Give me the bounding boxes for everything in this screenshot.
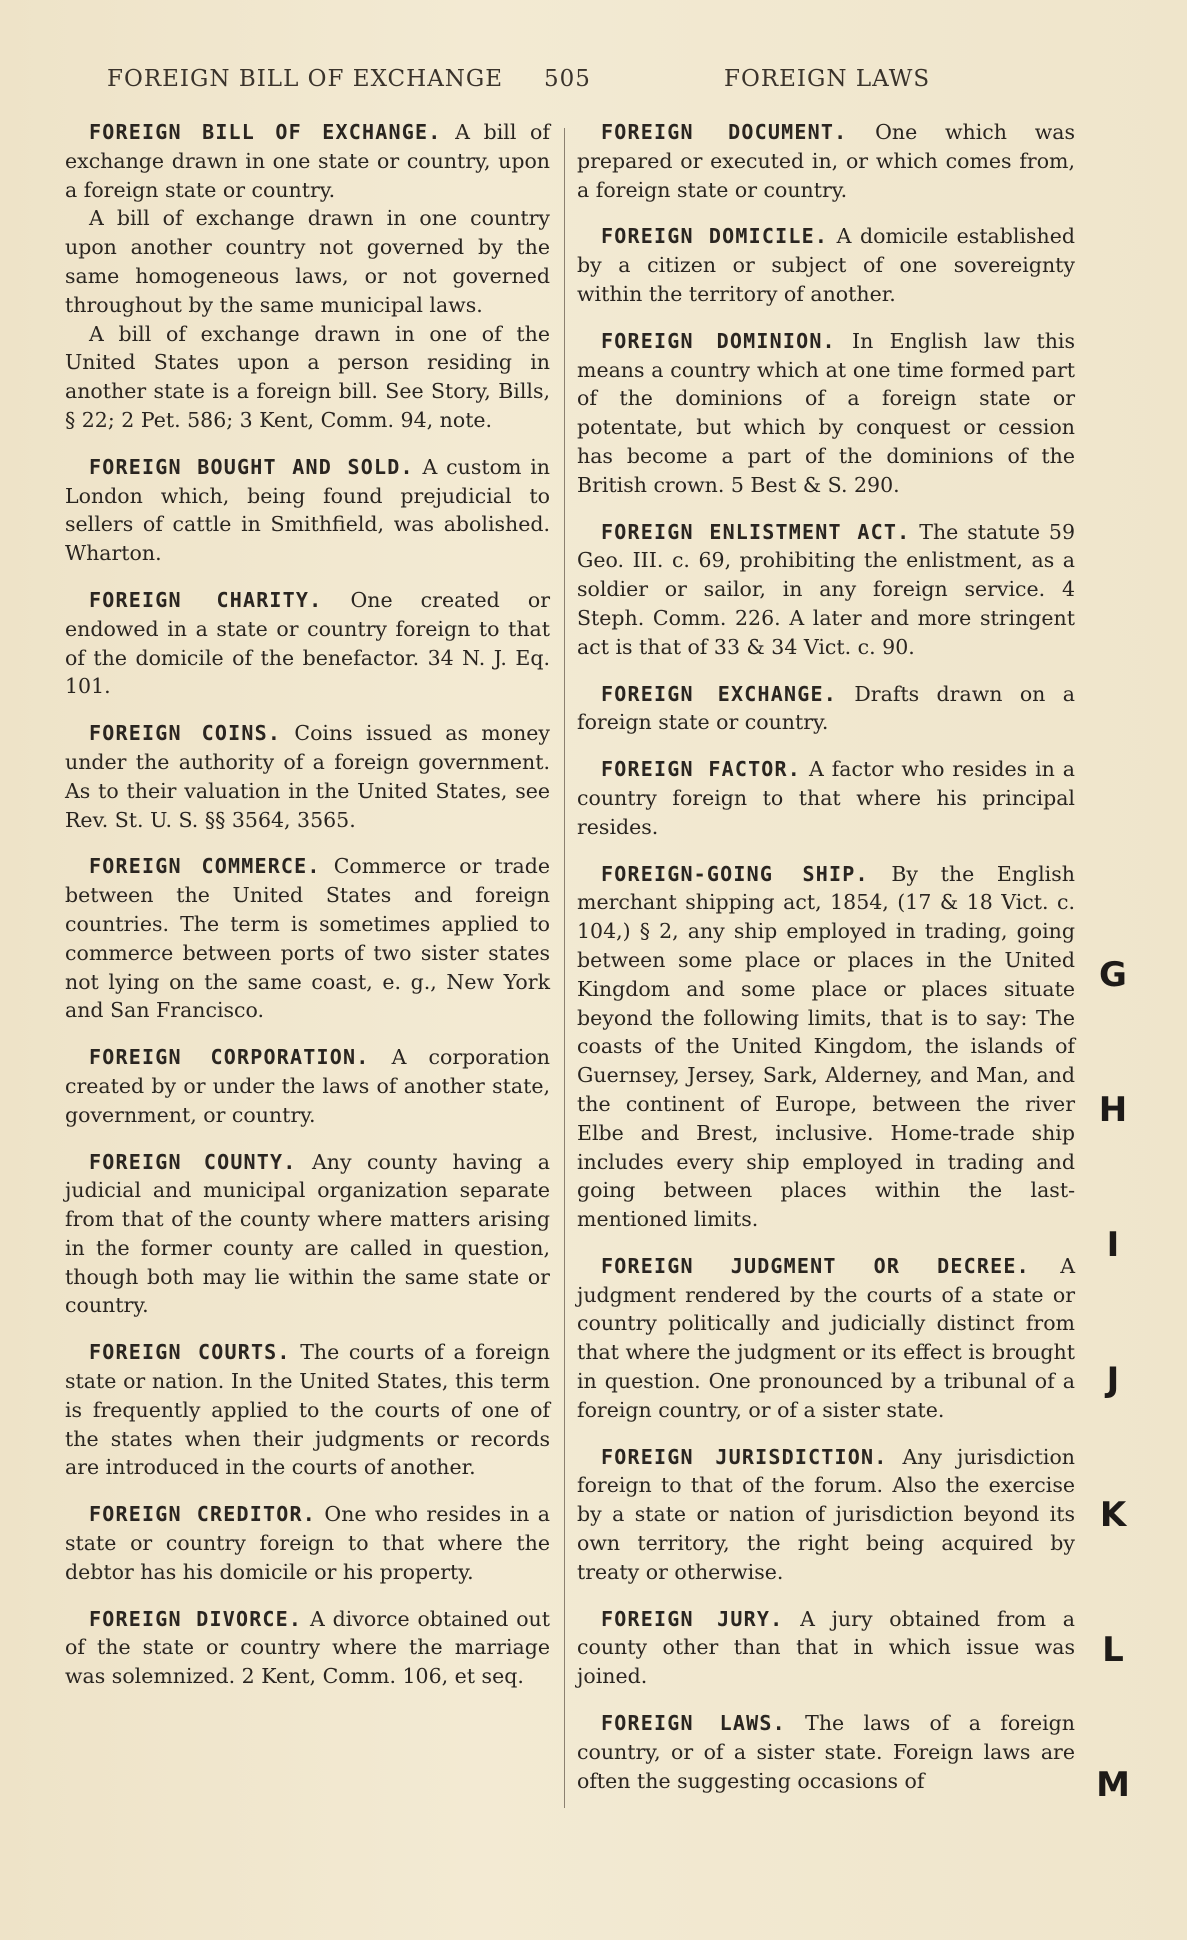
entry-paragraph <box>65 320 550 435</box>
entry-paragraph <box>577 1252 1075 1425</box>
thumb-index-letter: H <box>1098 1090 1128 1130</box>
entry-paragraph <box>577 860 1075 1234</box>
entry-paragraph <box>65 1338 550 1482</box>
entry-term: FOREIGN DIVORCE. <box>89 1606 303 1631</box>
entry-paragraph <box>577 680 1075 738</box>
entry-paragraph <box>65 586 550 701</box>
entry-text: A corporation created by or under the laws of another state, government, or country. <box>65 1045 550 1127</box>
dictionary-entry <box>65 1043 550 1129</box>
running-head-right: FOREIGN LAWS <box>724 66 931 92</box>
dictionary-entry <box>577 327 1075 500</box>
entry-paragraph <box>65 719 550 834</box>
entry-text: The statute 59 Geo. III. c. 69, prohibiting the enlistment, as a soldier or sailor, in any foreign service. 4 Steph. Comm. 226. A later and more stringent act is that of 33 & 34 Vict. c. 90. <box>577 519 1075 659</box>
entry-paragraph <box>577 518 1075 662</box>
thumb-index-letter: I <box>1106 1225 1120 1265</box>
entry-text: Coins issued as money under the authority of a foreign government. As to their valuation in the United States, see Rev. St. U. S. §§ 3564, 3565. <box>65 721 550 832</box>
dictionary-entry <box>577 1605 1075 1691</box>
thumb-index-letter: L <box>1102 1630 1124 1670</box>
entry-text: A bill of exchange drawn in one of the United States upon a person residing in another state is a foreign bill. See Story, Bills, § 22; 2 Pet. 586; 3 Kent, Comm. 94, note. <box>65 321 550 432</box>
entry-text: A judgment rendered by the courts of a state or country politically and judicially distinct from that where the judgment or its effect is brought in question. One pronounced by a tribunal of a foreign country, or of a sister state. <box>577 1253 1075 1422</box>
entry-term: FOREIGN LAWS. <box>601 1711 786 1736</box>
entry-term: FOREIGN-GOING SHIP. <box>601 861 869 886</box>
entry-text: A factor who resides in a country foreign to that where his principal resides. <box>577 757 1075 839</box>
entry-paragraph <box>577 1605 1075 1691</box>
dictionary-entry <box>65 453 550 568</box>
dictionary-entry <box>577 680 1075 738</box>
entry-text: A jury obtained from a county other than that in which issue was joined. <box>577 1606 1075 1689</box>
entry-text: A custom in London which, being found prejudicial to sellers of cattle in Smithfield, was abolished. Wharton. <box>65 454 550 566</box>
entry-term: FOREIGN JURY. <box>601 1606 784 1631</box>
dictionary-entry <box>577 860 1075 1234</box>
entry-term: FOREIGN BOUGHT AND SOLD. <box>89 454 414 479</box>
entry-paragraph <box>577 1443 1075 1587</box>
page-number: 505 <box>544 66 591 92</box>
dictionary-entry <box>65 1338 550 1482</box>
entry-text: Any jurisdiction foreign to that of the forum. Also the exercise by a state or nation of jurisdiction beyond its own territory, the right being acquired by treaty or otherwise. <box>577 1444 1075 1584</box>
entry-term: FOREIGN COINS. <box>89 721 282 746</box>
entry-term: FOREIGN EXCHANGE. <box>601 681 837 706</box>
entry-term: FOREIGN COUNTY. <box>89 1149 297 1174</box>
entry-term: FOREIGN DOMINION. <box>601 328 836 353</box>
entry-paragraph <box>577 118 1075 204</box>
entry-term: FOREIGN CHARITY. <box>89 587 323 612</box>
entry-text: Drafts drawn on a foreign state or country. <box>577 681 1075 735</box>
thumb-index-letter: M <box>1096 1765 1130 1805</box>
entry-term: FOREIGN CREDITOR. <box>89 1502 316 1527</box>
entry-paragraph <box>577 755 1075 841</box>
entry-text: The laws of a foreign country, or of a sister state. Foreign laws are often the suggesting occasions of <box>577 1711 1075 1793</box>
entry-term: FOREIGN JUDGMENT OR DECREE. <box>601 1253 1030 1278</box>
entry-term: FOREIGN COURTS. <box>89 1340 291 1365</box>
entry-text: By the English merchant shipping act, 1854, (17 & 18 Vict. c. 104,) § 2, any ship employed in trading, going between some place or places in the United Kingdom and some place or places situate beyond the following limits, that is to say: The coasts of the United Kingdom, the islands of Guernsey, Jersey, Sark, Alderney, and Man, and the continent of Europe, between the river Elbe and Brest, inclusive. Home-trade ship includes every ship employed in trading and going between places within the last-mentioned limits. <box>577 861 1075 1232</box>
thumb-index-letter: G <box>1099 955 1127 995</box>
entry-paragraph <box>65 204 550 319</box>
thumb-index-letter: J <box>1106 1360 1120 1400</box>
entry-paragraph <box>577 327 1075 500</box>
running-head-left: FOREIGN BILL OF EXCHANGE <box>107 66 504 92</box>
dictionary-entry <box>65 586 550 701</box>
entry-text: The courts of a foreign state or nation. In the United States, this term is frequently applied to the courts of one of the states when their judgments or records are introduced in the courts of another. <box>65 1340 550 1480</box>
dictionary-entry <box>577 518 1075 662</box>
entry-paragraph <box>65 1605 550 1691</box>
entry-paragraph <box>65 1500 550 1586</box>
entry-term: FOREIGN BILL OF EXCHANGE. <box>89 120 442 144</box>
entry-term: FOREIGN DOMICILE. <box>601 224 829 249</box>
dictionary-entry <box>577 1443 1075 1587</box>
dictionary-entry <box>65 1500 550 1586</box>
entry-paragraph <box>577 1709 1075 1795</box>
dictionary-entry <box>65 1605 550 1691</box>
entry-text: A bill of exchange drawn in one state or country, upon a foreign state or country. <box>65 120 550 202</box>
entry-paragraph <box>65 453 550 568</box>
entry-text: A bill of exchange drawn in one country upon another country not governed by the same homogeneous laws, or not governed throughout by the same municipal laws. <box>65 206 550 317</box>
dictionary-entry <box>577 222 1075 308</box>
dictionary-entry <box>577 118 1075 204</box>
entry-text: A domicile established by a citizen or subject of one sovereignty within the territory of another. <box>577 224 1075 306</box>
dictionary-entry <box>65 719 550 834</box>
entry-text: Commerce or trade between the United States and foreign countries. The term is sometimes applied to commerce between ports of two sister states not lying on the same coast, e. g., New York and San Francisco. <box>65 854 550 1023</box>
entry-text: One who resides in a state or country foreign to that where the debtor has his domicile or his property. <box>65 1502 550 1584</box>
entry-paragraph <box>65 118 550 204</box>
dictionary-entry <box>577 1252 1075 1425</box>
right-column <box>577 118 1075 1813</box>
entry-term: FOREIGN ENLISTMENT ACT. <box>601 519 911 544</box>
entry-text: One which was prepared or executed in, or which comes from, a foreign state or country. <box>577 120 1075 202</box>
entry-term: FOREIGN CORPORATION. <box>89 1045 370 1070</box>
thumb-index-letter: K <box>1099 1495 1127 1535</box>
entry-paragraph <box>65 1043 550 1129</box>
entry-term: FOREIGN FACTOR. <box>601 757 802 782</box>
left-column <box>65 118 550 1709</box>
entry-term: FOREIGN DOCUMENT. <box>601 120 848 144</box>
dictionary-entry <box>577 755 1075 841</box>
entry-term: FOREIGN JURISDICTION. <box>601 1444 888 1469</box>
dictionary-entry <box>577 1709 1075 1795</box>
column-divider <box>564 128 565 1808</box>
entry-text: Any county having a judicial and municipal organization separate from that of the county where matters arising in the former county are called in question, though both may lie within the same state or country. <box>65 1149 550 1318</box>
entry-paragraph <box>65 852 550 1025</box>
entry-paragraph <box>65 1148 550 1321</box>
dictionary-entry <box>65 118 550 435</box>
entry-text: In English law this means a country which at one time formed part of the dominions of a foreign state or potentate, but which by conquest or cession has become a part of the dominions of the British crown. 5 Best & S. 290. <box>577 328 1075 497</box>
entry-term: FOREIGN COMMERCE. <box>89 854 321 879</box>
entry-paragraph <box>577 222 1075 308</box>
dictionary-entry <box>65 852 550 1025</box>
dictionary-entry <box>65 1148 550 1321</box>
entry-text: A divorce obtained out of the state or country where the marriage was solemnized. 2 Kent, Comm. 106, et seq. <box>65 1606 550 1689</box>
entry-text: One created or endowed in a state or country foreign to that of the domicile of the benefactor. 34 N. J. Eq. 101. <box>65 587 550 699</box>
